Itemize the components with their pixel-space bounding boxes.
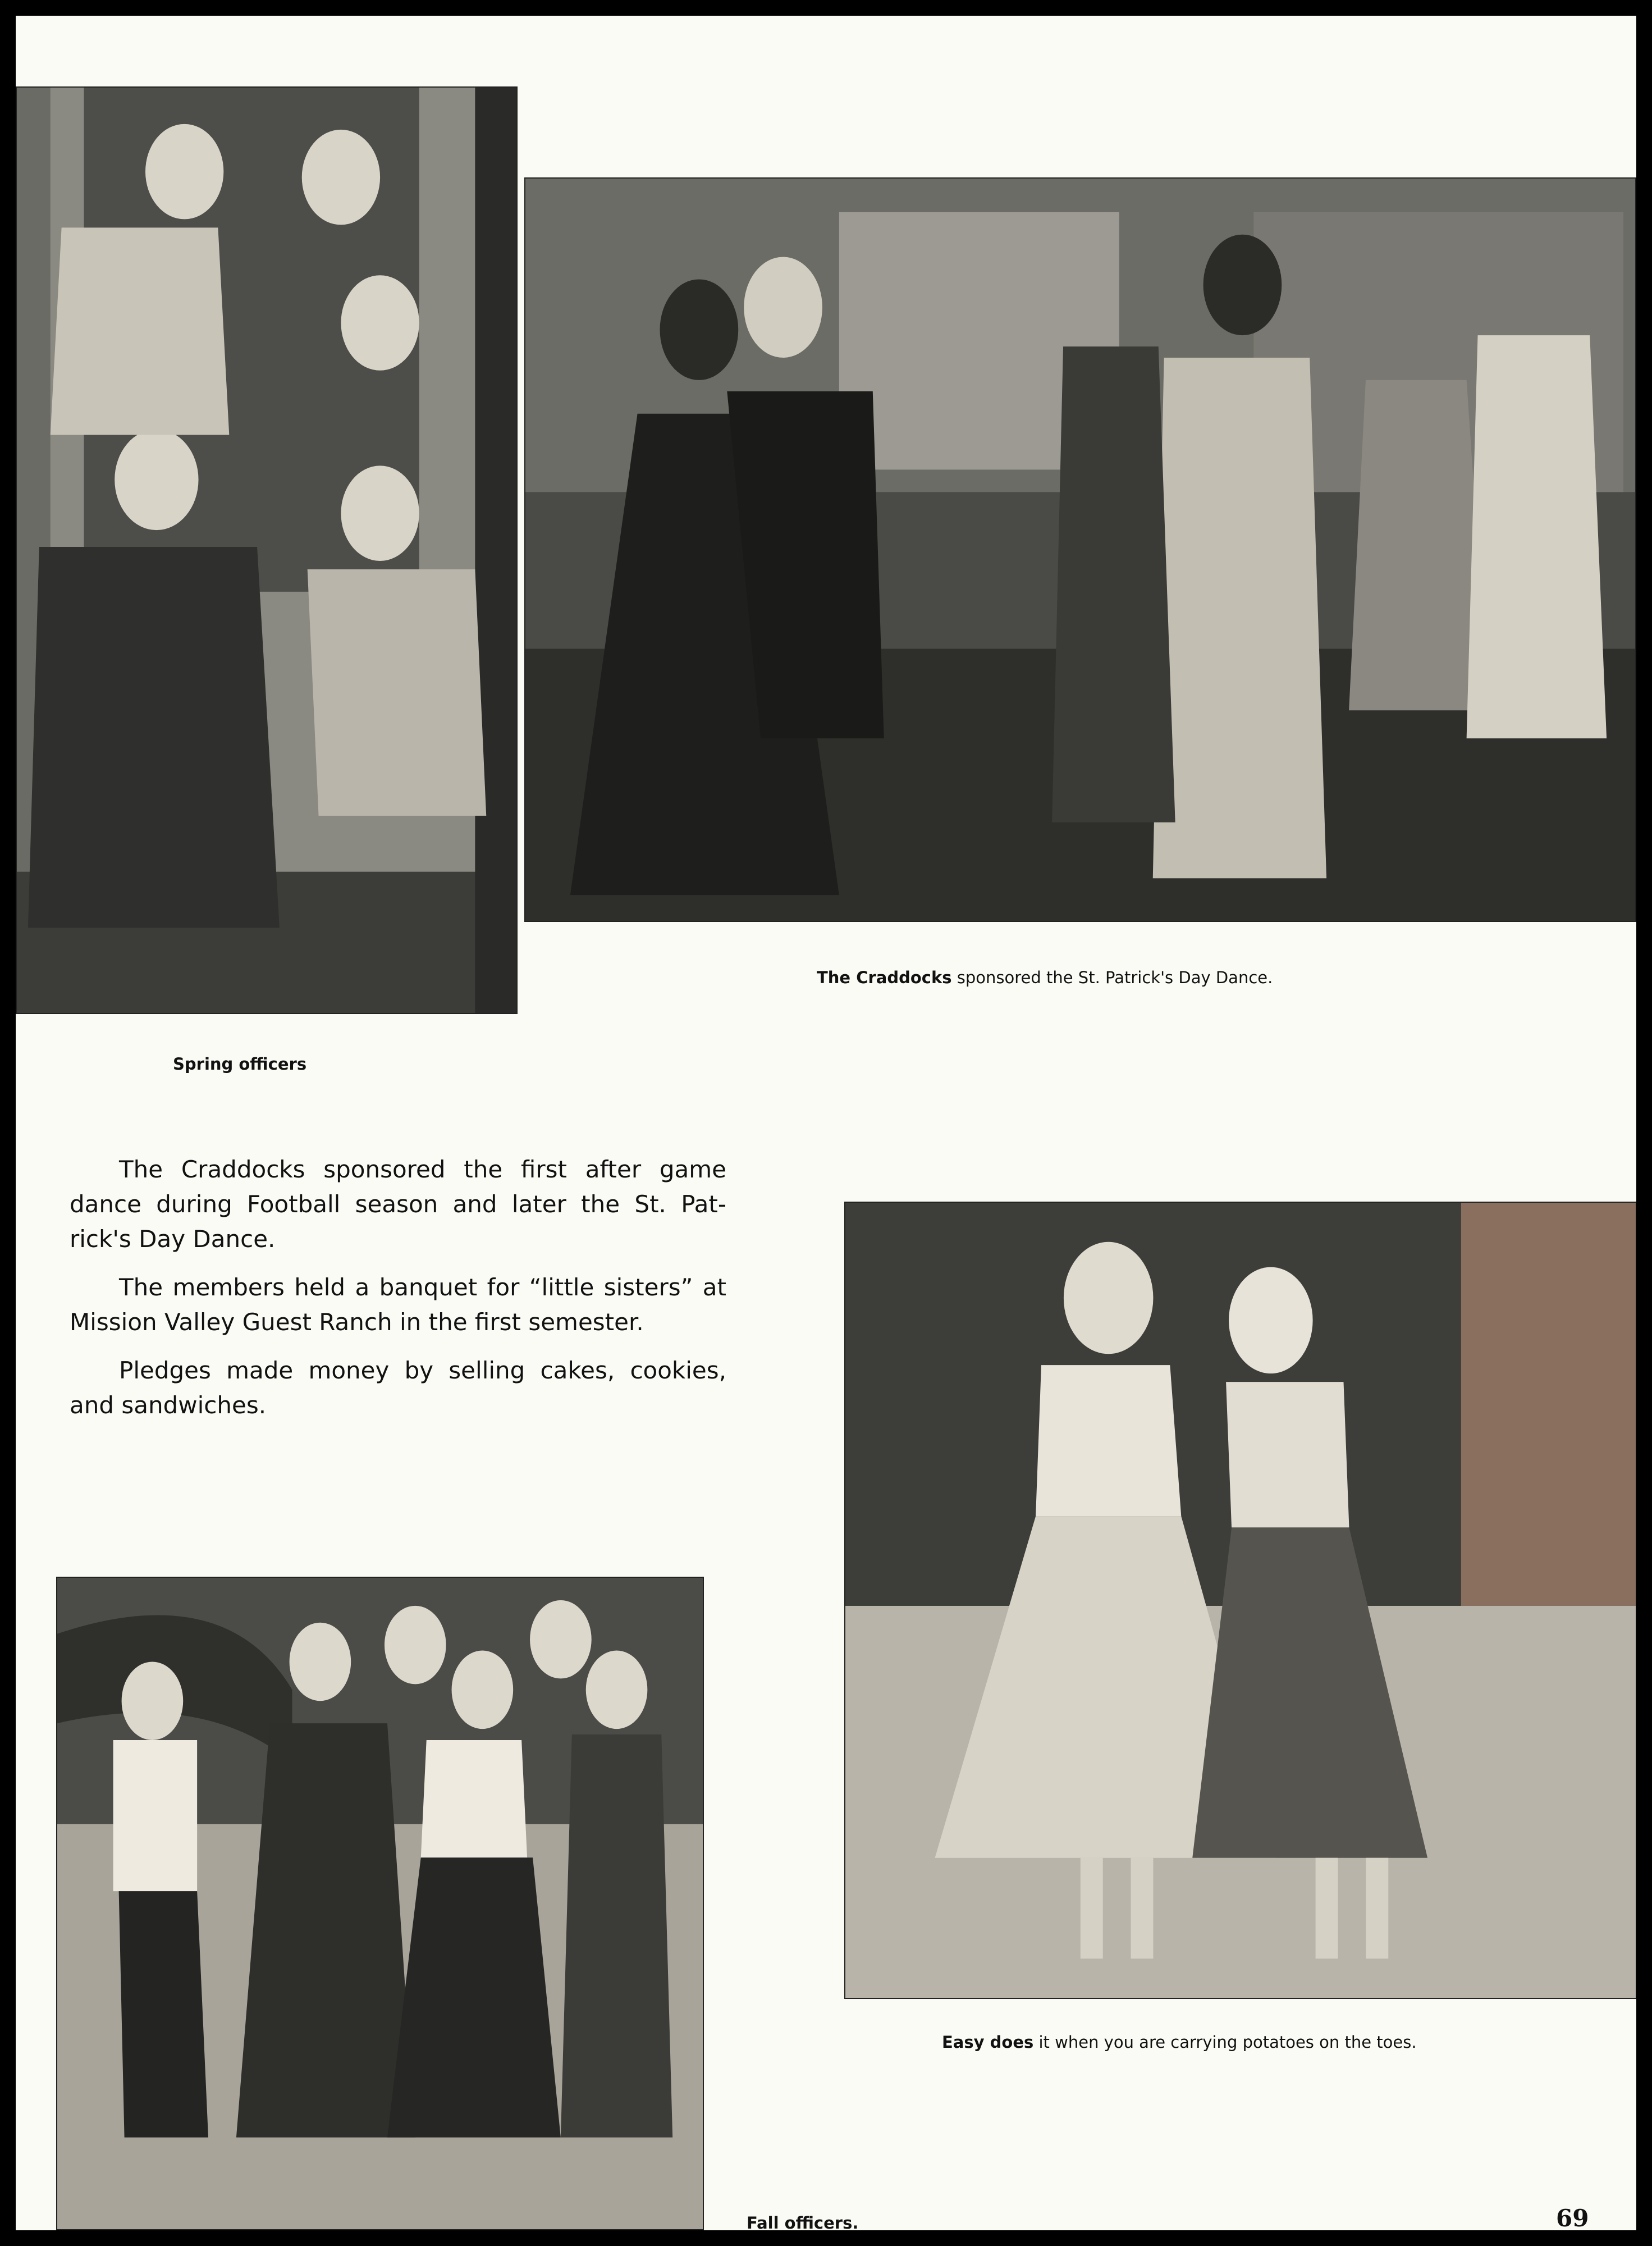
dance-caption: The Craddocks sponsored the St. Patrick's Day Dance. <box>817 968 1273 987</box>
page-number: 69 <box>1556 2204 1589 2230</box>
dance-photo <box>524 177 1636 922</box>
easy-does-caption: Easy does it when you are carrying potatoes on the toes. <box>942 2033 1417 2052</box>
spring-officers-photo <box>16 86 518 1014</box>
fall-officers-photo <box>56 1577 704 2230</box>
paragraph-2: The members held a banquet for “little sisters” at Mission Valley Guest Ranch in the first semester. <box>70 1273 726 1336</box>
body-text <box>70 1152 726 1436</box>
fall-officers-caption: Fall officers. <box>747 2213 859 2230</box>
paragraph-3: Pledges made money by selling cakes, cookies, and sandwiches. <box>70 1357 726 1419</box>
yearbook-page <box>16 16 1636 2230</box>
paragraph-1: The Craddocks sponsored the first after game dance during Football season and later the St. Pat-rick's Day Dance. <box>70 1156 726 1253</box>
spring-officers-caption: Spring officers <box>173 1054 307 1074</box>
easy-does-photo <box>844 1202 1636 1999</box>
